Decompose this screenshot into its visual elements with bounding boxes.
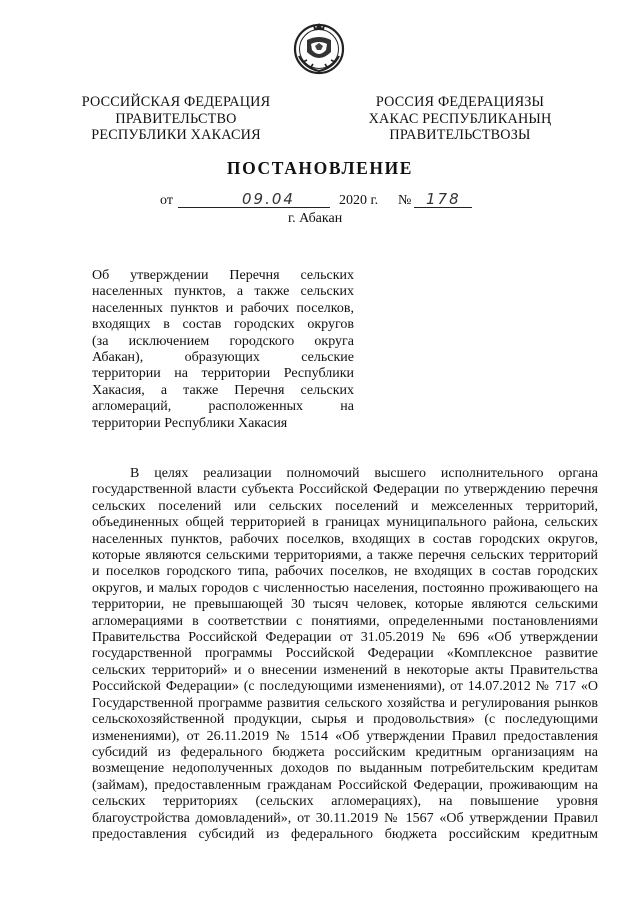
body-line: изменениями), от 26.11.2019 № 1514 «Об утверждении Правил предоставления xyxy=(92,728,598,744)
document-body xyxy=(92,466,598,843)
body-line: Российской Федерации» (с последующими изменениями), от 14.07.2012 № 717 «О xyxy=(92,679,598,695)
subject-line: территории Республики Хакасия xyxy=(92,415,288,431)
body-line: сельских территорий» и о внесении изменений в некоторые акты Правительства xyxy=(92,662,598,678)
subject-line: населенных пунктов и рабочих поселков, xyxy=(92,300,354,316)
document-type-title: ПОСТАНОВЛЕНИЕ xyxy=(226,158,414,178)
subject-line: населенных пунктов, а также сельских xyxy=(92,284,354,300)
number-handwritten: 178 xyxy=(426,190,461,208)
body-line: которые являются сельскими территориями, а также перечня сельских территорий xyxy=(92,548,598,564)
body-line: В целях реализации полномочий высшего исполнительного органа xyxy=(130,466,598,481)
body-line: (займам), предоставленным гражданам Российской Федерации, проживающим на xyxy=(92,777,598,793)
body-line: государственной власти субъекта Российской Федерации по утверждению перечня xyxy=(92,482,598,498)
subject-line: Хакасия, а также Перечня сельских xyxy=(92,382,354,398)
body-line: территории, не превышающей 30 тысяч человек, которые являются сельскими xyxy=(92,597,598,613)
body-line: агломерациями в соответствии с понятиями, определенными постановлениями xyxy=(92,613,598,629)
body-line: сельских поселений или сельских поселений и межселенных территорий, xyxy=(92,498,598,514)
year-label: 2020 г. xyxy=(339,193,379,208)
coat-of-arms-icon xyxy=(291,20,347,76)
from-label: от xyxy=(160,193,173,208)
date-number-line xyxy=(0,190,640,213)
body-line: благоустройства домовладений», от 30.11.2019 № 1567 «Об утверждении Правил xyxy=(92,810,598,826)
body-line: субсидий из федерального бюджета российским кредитным организациям на xyxy=(92,744,598,760)
body-line: населенных пунктов, рабочих поселков, входящих в состав городских округов, xyxy=(92,531,598,547)
body-line: сельскохозяйственной продукции, сырья и продовольствия» (с последующими xyxy=(92,712,598,728)
body-line: государственной программы Российской Федерации «Комплексное развитие xyxy=(92,646,598,662)
header-kjh xyxy=(360,94,560,144)
city-label: г. Абакан xyxy=(288,211,343,226)
header-ru-line-1: РОССИЙСКАЯ ФЕДЕРАЦИЯ xyxy=(81,94,271,110)
body-line: сельских территориях (сельских агломерациях), на повышение уровня xyxy=(92,794,598,810)
header-kjh-line-2: ХАКАС РЕСПУБЛИКАНЫҢ xyxy=(368,110,552,127)
date-handwritten: 09.04 xyxy=(242,190,295,208)
subject-line: Об утверждении Перечня сельских xyxy=(92,268,354,283)
header-kjh-line-3: ПРАВИТЕЛЬСТВОЗЫ xyxy=(389,127,531,143)
body-line: предоставления субсидий из федерального бюджета российским кредитным xyxy=(92,826,598,842)
header-ru-line-2: ПРАВИТЕЛЬСТВО xyxy=(115,110,237,127)
body-line: возмещение недополученных доходов по выданным потребительским кредитам xyxy=(92,761,598,777)
header-ru xyxy=(76,94,276,144)
header-ru-line-3: РЕСПУБЛИКИ ХАКАСИЯ xyxy=(91,127,261,143)
body-line: округов, и малых городов с численностью населения, постоянно проживающего на xyxy=(92,580,598,596)
body-line: объединенных общей территорией в границах муниципального района, сельских xyxy=(92,515,598,531)
header-kjh-line-1: РОССИЯ ФЕДЕРАЦИЯЗЫ xyxy=(375,94,545,110)
subject-line: территории на территории Республики xyxy=(92,366,354,382)
subject-line: агломераций, расположенных на xyxy=(92,399,354,415)
document-subject xyxy=(92,268,354,432)
body-line: Правительства Российской Федерации от 31.05.2019 № 696 «Об утверждении xyxy=(92,630,598,646)
subject-line: (за исключением городского округа xyxy=(92,333,354,349)
body-line: Государственной программе развития сельского хозяйства и регулирования рынков xyxy=(92,695,598,711)
subject-line: входящих в состав городских округов xyxy=(92,317,354,333)
subject-line: Абакан), образующих сельские xyxy=(92,350,354,366)
number-label: № xyxy=(398,193,412,208)
body-line: и поселков городского типа, рабочих поселков, не входящих в состав городских xyxy=(92,564,598,580)
